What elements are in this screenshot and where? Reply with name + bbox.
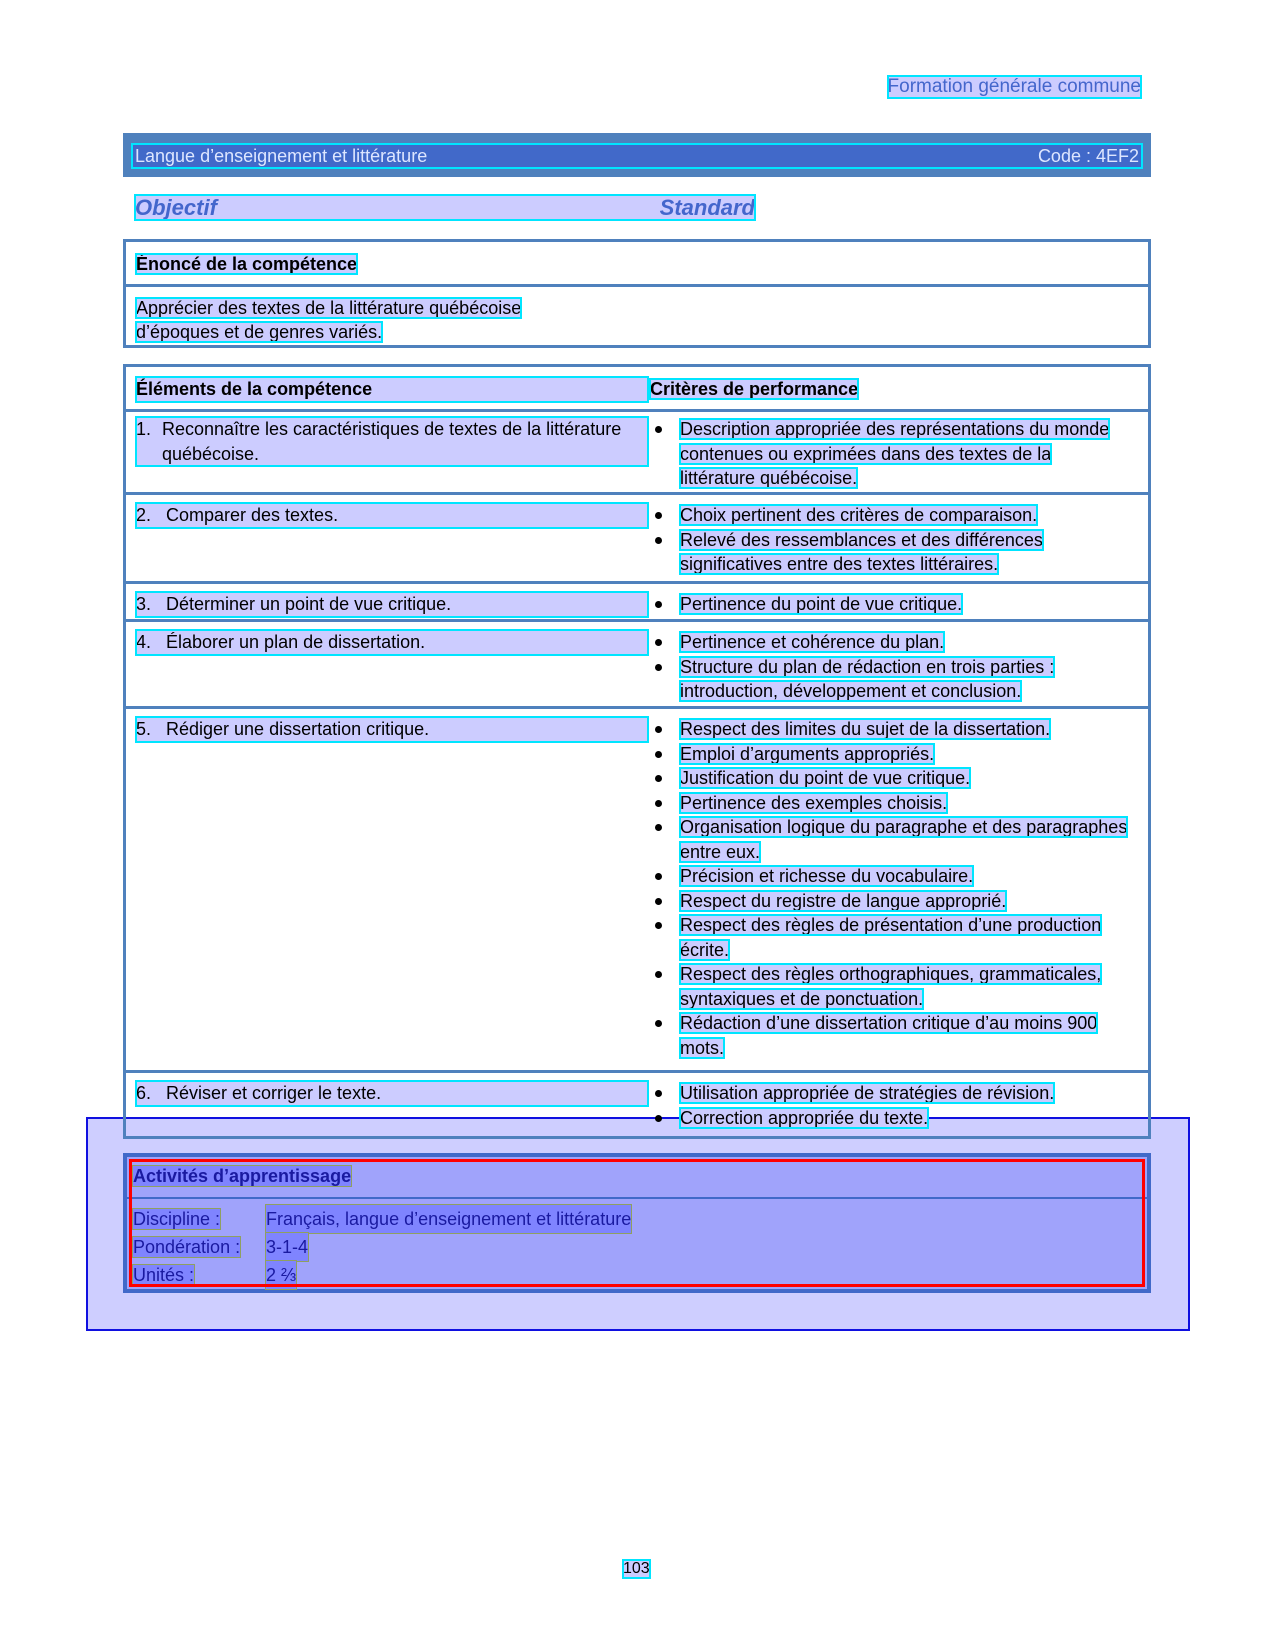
criterion — [650, 503, 1128, 528]
criteria-list — [650, 1081, 1128, 1130]
criterion-text: Structure du plan de rédaction en trois parties : introduction, développement et conclusion. — [680, 656, 1055, 701]
enonce-box — [123, 239, 1151, 348]
element-text — [136, 630, 648, 655]
criterion-text: Respect des règles orthographiques, grammaticales, syntaxiques et de ponctuation. — [680, 964, 1102, 1009]
unites-label: Unités : — [133, 1265, 195, 1285]
ponderation-value: 3-1-4 — [266, 1233, 308, 1261]
criterion-text: Respect des règles de présentation d’une production écrite. — [680, 915, 1102, 960]
table-header — [126, 367, 1148, 412]
criterion-text: Justification du point de vue critique. — [680, 768, 971, 788]
criterion-text: Rédaction d’une dissertation critique d’au moins 900 mots. — [680, 1013, 1098, 1058]
criterion — [650, 791, 1128, 816]
element-text — [136, 592, 648, 617]
criterion — [650, 864, 1128, 889]
element-text — [136, 417, 648, 466]
element-label: Réviser et corriger le texte. — [166, 1083, 382, 1103]
col-header-elements: Éléments de la compétence — [136, 377, 648, 402]
criterion-text: Respect des limites du sujet de la dissertation. — [680, 719, 1051, 739]
criterion — [650, 1106, 1128, 1131]
objectif-label: Objectif — [135, 194, 217, 220]
criterion-text: Précision et richesse du vocabulaire. — [680, 866, 974, 886]
table-row — [126, 584, 1148, 622]
criterion-text: Relevé des ressemblances et des différences significatives entre des textes littéraires. — [680, 529, 1043, 574]
criterion-text: Respect du registre de langue approprié. — [680, 890, 1007, 911]
element-label: Reconnaître les caractéristiques de textes de la littérature québécoise. — [161, 419, 622, 464]
criterion-text: Choix pertinent des critères de comparaison. — [680, 505, 1038, 525]
criterion — [650, 717, 1128, 742]
criterion — [650, 528, 1128, 577]
criteria-list — [650, 503, 1128, 577]
element-label: Déterminer un point de vue critique. — [166, 594, 452, 614]
criterion — [650, 766, 1128, 791]
criterion-text: Organisation logique du paragraphe et des paragraphes entre eux. — [680, 817, 1128, 862]
criterion — [650, 1081, 1128, 1106]
criterion — [650, 655, 1128, 704]
criterion-text: Pertinence des exemples choisis. — [680, 792, 948, 813]
standard-label: Standard — [659, 194, 755, 220]
enonce-title: Énoncé de la compétence — [136, 254, 358, 274]
element-label: Comparer des textes. — [166, 505, 339, 525]
course-title: Langue d’enseignement et littérature — [135, 145, 428, 166]
enonce-line: Apprécier des textes de la littérature québécoise — [136, 298, 522, 318]
criterion-text: Description appropriée des représentations du monde contenues ou exprimées dans des textes de la littérature québécoise. — [680, 419, 1110, 488]
criterion — [650, 815, 1128, 864]
criterion-text: Pertinence et cohérence du plan. — [680, 632, 945, 652]
element-number: 2. — [136, 505, 152, 525]
criterion — [650, 630, 1128, 655]
criterion — [650, 913, 1128, 962]
criteria-list — [650, 592, 1128, 617]
table-row — [126, 622, 1148, 709]
criterion-text: Utilisation appropriée de stratégies de révision. — [680, 1083, 1055, 1103]
criterion-text: Pertinence du point de vue critique. — [680, 594, 963, 614]
col-header-criteres-label: Critères de performance — [650, 379, 859, 399]
criterion — [650, 742, 1128, 767]
criterion — [650, 889, 1128, 914]
criterion — [650, 962, 1128, 1011]
course-bar — [123, 133, 1151, 177]
element-label: Rédiger une dissertation critique. — [166, 719, 430, 739]
objectif-standard-row — [135, 195, 755, 220]
enonce-line: d’époques et de genres variés. — [136, 322, 383, 342]
element-text — [136, 1081, 648, 1106]
table-row — [126, 1073, 1148, 1139]
criterion-text: Emploi d’arguments appropriés. — [680, 743, 935, 764]
col-header-criteres — [650, 377, 1128, 402]
criteria-list — [650, 417, 1128, 491]
element-text — [136, 717, 648, 742]
ponderation-label: Pondération : — [133, 1237, 241, 1257]
program-label: Formation générale commune — [887, 76, 1141, 97]
element-number: 3. — [136, 594, 152, 614]
element-number: 1. — [136, 419, 152, 439]
elements-table — [123, 364, 1151, 1139]
course-code: Code : 4EF2 — [1037, 145, 1139, 166]
table-row — [126, 409, 1148, 495]
criterion — [650, 592, 1128, 617]
element-number: 4. — [136, 632, 152, 652]
criteria-list — [650, 717, 1128, 1060]
activites-box — [123, 1153, 1151, 1293]
discipline-value: Français, langue d’enseignement et littérature — [266, 1205, 631, 1233]
element-number: 6. — [136, 1083, 152, 1103]
criteria-list — [650, 630, 1128, 704]
activites-title: Activités d’apprentissage — [133, 1166, 352, 1186]
table-row — [126, 709, 1148, 1073]
page-number: 103 — [623, 1560, 650, 1577]
element-number: 5. — [136, 719, 152, 739]
unites-value: 2 ⅔ — [266, 1261, 296, 1289]
criterion — [650, 417, 1128, 491]
element-text — [136, 503, 648, 528]
table-row — [126, 495, 1148, 584]
criterion-text: Correction appropriée du texte. — [680, 1107, 929, 1128]
discipline-label: Discipline : — [133, 1209, 221, 1229]
element-label: Élaborer un plan de dissertation. — [166, 632, 426, 652]
criterion — [650, 1011, 1128, 1060]
